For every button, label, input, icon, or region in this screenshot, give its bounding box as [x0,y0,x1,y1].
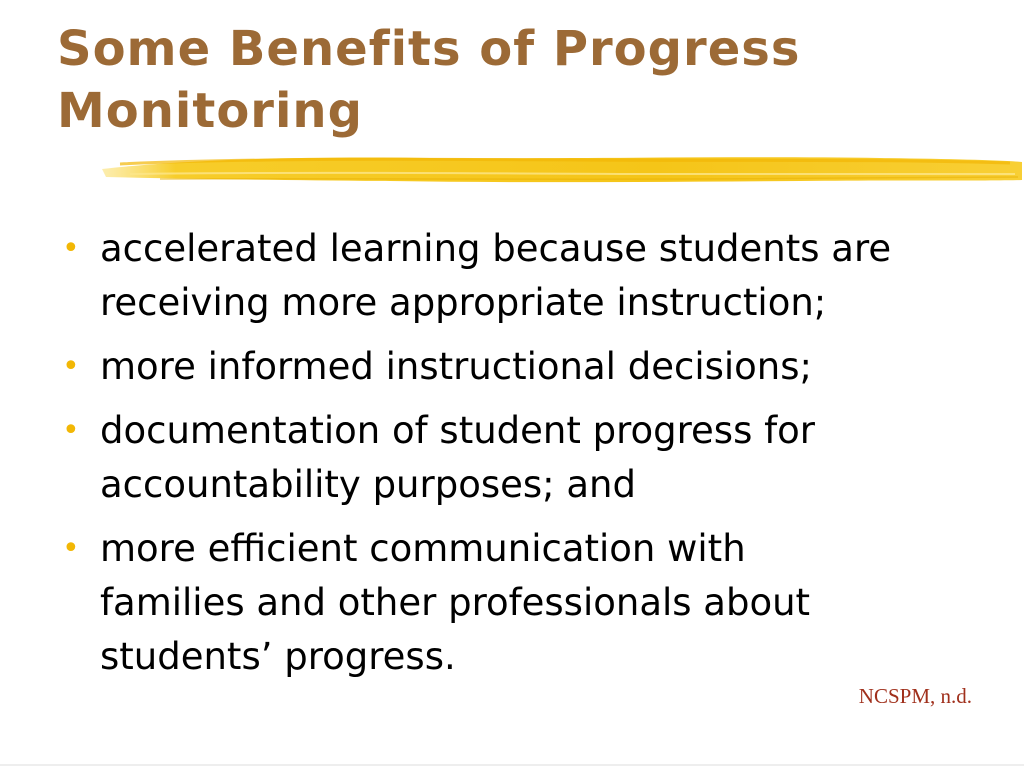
bullet-icon: • [62,413,80,448]
list-item [58,222,988,330]
bullet-icon: • [62,349,80,384]
bullet-line: documentation of student progress for [100,409,815,452]
bullet-line: receiving more appropriate instruction; [100,281,827,324]
bullet-line: more informed instructional decisions; [100,345,812,388]
bullet-line: accountability purposes; and [100,463,636,506]
bottom-divider [0,764,1024,766]
slide-title [57,18,997,142]
yellow-brush-stroke-icon [100,150,1024,190]
bullet-text [100,404,988,512]
list-item [58,404,988,512]
slide-title-line-2: Monitoring [57,83,363,139]
bullet-line: students’ progress. [100,635,456,678]
bullet-line: more efficient communication with [100,527,746,570]
bullet-text [100,340,988,394]
bullet-line: accelerated learning because students are [100,227,892,270]
list-item [58,340,988,394]
citation: NCSPM, n.d. [858,684,972,708]
bullet-text [100,522,988,684]
bullet-icon: • [62,231,80,266]
list-item [58,522,988,684]
bullet-icon: • [62,531,80,566]
slide-title-line-1: Some Benefits of Progress [57,21,801,77]
bullet-text [100,222,988,330]
bullet-list [58,222,988,694]
bullet-line: families and other professionals about [100,581,811,624]
